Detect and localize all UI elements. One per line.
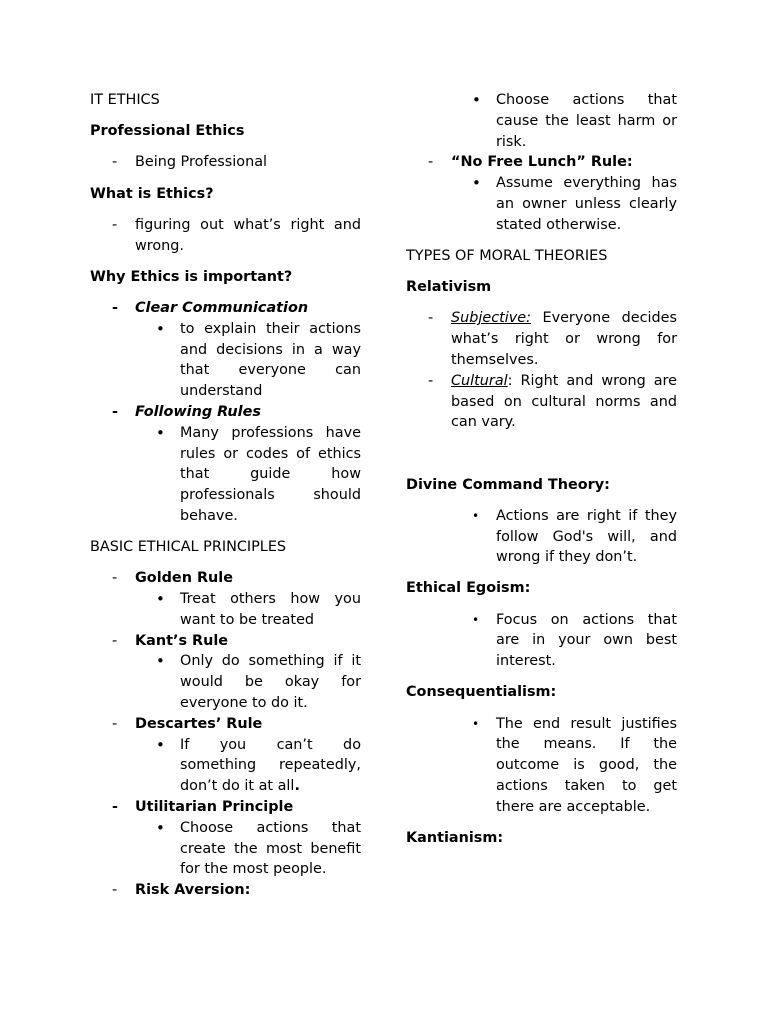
sub-list-item: • Many professions have rules or codes of ethics that guide how professionals should behave.	[156, 423, 361, 524]
heading-consequentialism: Consequentialism:	[406, 684, 557, 701]
dash-marker: -	[112, 799, 118, 816]
heading-basic-principles: BASIC ETHICAL PRINCIPLES	[90, 539, 287, 556]
list-item: - Following Rules	[90, 402, 361, 423]
sub-list-item: • Assume everything has an owner unless clearly stated otherwise.	[472, 174, 677, 233]
sub-list-item: • If you can’t do something repeatedly, don’t do it at all.	[156, 735, 361, 795]
heading-relativism: Relativism	[406, 279, 492, 296]
dash-marker: -	[428, 310, 434, 327]
list-item: - Golden Rule	[90, 568, 361, 589]
right-column	[406, 90, 677, 859]
list-item: - “No Free Lunch” Rule:	[406, 152, 677, 173]
bullet-marker: •	[156, 319, 165, 338]
heading-professional-ethics: Professional Ethics	[90, 123, 245, 140]
list-item: - Descartes’ Rule	[90, 714, 361, 735]
sub-list-item: • Choose actions that cause the least harm or risk.	[472, 91, 677, 150]
dash-marker: -	[112, 403, 118, 420]
bullet-marker: •	[472, 612, 480, 627]
dash-marker: -	[112, 299, 118, 316]
bullet-marker: •	[472, 716, 480, 731]
bullet-marker: •	[472, 508, 480, 523]
list-item: - Kant’s Rule	[90, 631, 361, 652]
bullet-marker: •	[472, 174, 481, 193]
sub-list-item: • Focus on actions that are in your own best interest.	[472, 611, 677, 670]
sub-list-item: • Treat others how you want to be treated	[156, 590, 361, 628]
sub-list-item: • Choose actions that create the most benefit for the most people.	[156, 818, 361, 878]
heading-what-is-ethics: What is Ethics?	[90, 185, 214, 202]
sub-list-item: • to explain their actions and decisions in a way that everyone can understand	[156, 319, 361, 400]
document-title: IT ETHICS	[90, 92, 160, 108]
sub-list-item: • Only do something if it would be okay for everyone to do it.	[156, 652, 361, 712]
heading-types-moral-theories: TYPES OF MORAL THEORIES	[406, 247, 608, 264]
bullet-marker: •	[156, 818, 165, 837]
dash-marker: -	[112, 570, 118, 587]
heading-ethical-egoism: Ethical Egoism:	[406, 580, 531, 597]
sub-list-item: • Actions are right if they follow God's will, and wrong if they don’t.	[472, 507, 677, 566]
bullet-marker: •	[156, 423, 165, 442]
list-item: - Subjective: Everyone decides what’s right or wrong for themselves.	[428, 310, 677, 368]
list-item: - figuring out what’s right and wrong.	[112, 216, 361, 254]
left-column	[90, 90, 361, 901]
dash-marker: -	[428, 372, 434, 389]
list-item: - Clear Communication	[90, 298, 361, 319]
heading-kantianism: Kantianism:	[406, 830, 504, 847]
list-item: - Cultural: Right and wrong are based on cultural norms and can vary.	[428, 372, 677, 431]
dash-marker: -	[428, 154, 434, 171]
bullet-marker: •	[156, 590, 165, 609]
bullet-marker: •	[156, 735, 165, 754]
dash-marker: -	[112, 715, 118, 732]
dash-marker: -	[112, 882, 118, 899]
bullet-marker: •	[472, 91, 481, 109]
heading-divine-command: Divine Command Theory:	[406, 476, 610, 493]
list-item: - Being Professional	[90, 152, 361, 173]
dash-marker: -	[112, 216, 118, 233]
list-item: - Utilitarian Principle	[90, 797, 361, 818]
dash-marker: -	[112, 632, 118, 649]
bullet-marker: •	[156, 652, 165, 671]
sub-list-item: • The end result justifies the means. If the outcome is good, the actions taken to get there are acceptable.	[472, 715, 677, 815]
dash-marker: -	[112, 154, 118, 171]
heading-why-ethics: Why Ethics is important?	[90, 268, 293, 285]
list-item: - Risk Aversion:	[90, 880, 361, 901]
